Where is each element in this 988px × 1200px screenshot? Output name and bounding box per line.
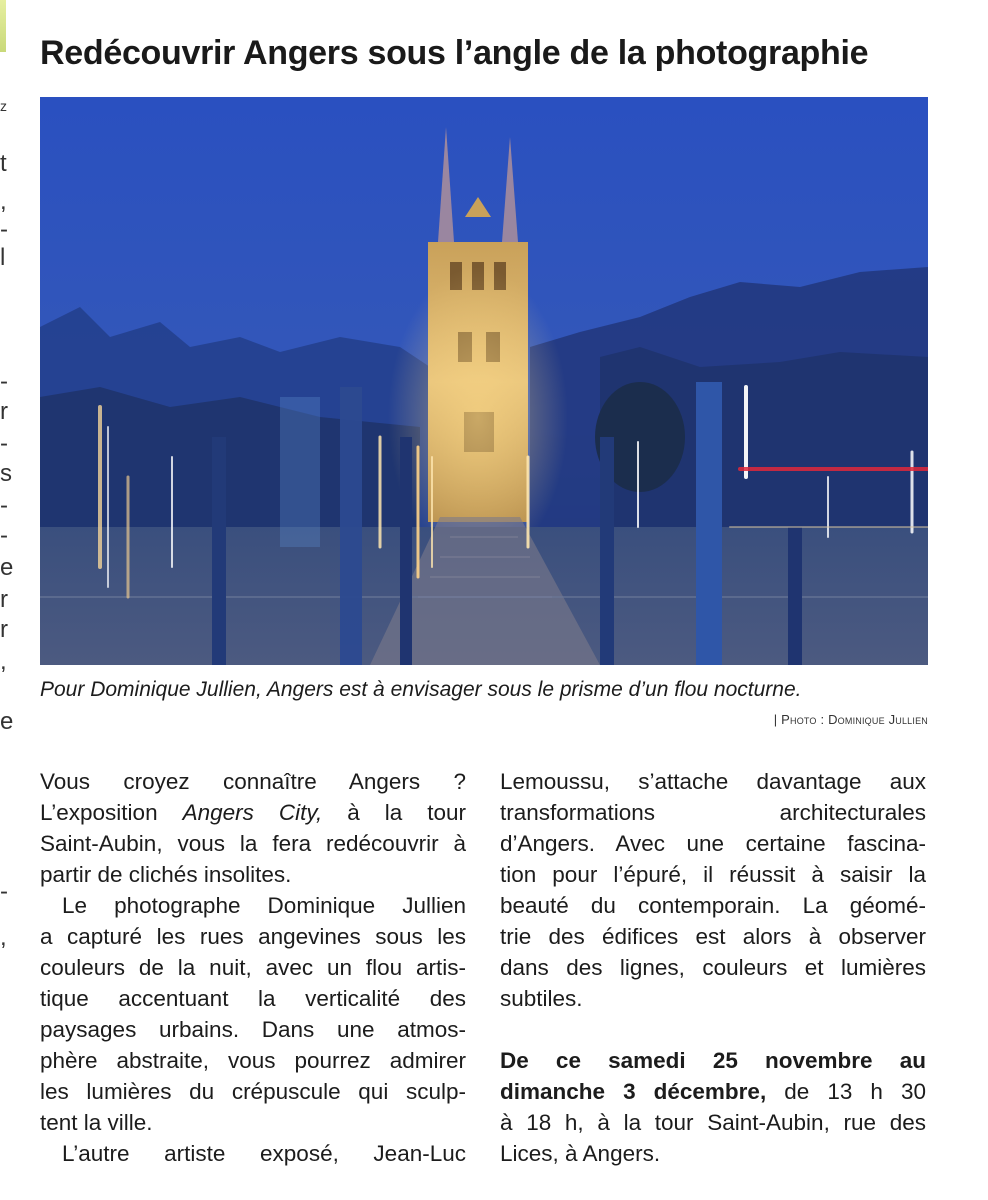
text-line: tent la ville. <box>40 1110 153 1135</box>
text-line: L’exposition Angers City, à la tour <box>40 800 467 825</box>
text-line <box>500 1045 926 1076</box>
text-line: les lumières du crépuscule qui sculp- <box>40 1079 466 1104</box>
fragment: - <box>0 878 8 905</box>
fragment: r <box>0 586 8 613</box>
event-end-date: dimanche 3 décembre, <box>500 1079 767 1104</box>
credit-separator: : <box>816 712 829 727</box>
text-line: paysages urbains. Dans une atmos- <box>40 1017 466 1042</box>
article-body-left-column <box>40 766 466 1169</box>
text-line: Le photographe Dominique Jullien <box>62 893 466 918</box>
fragment: - <box>0 492 8 519</box>
fragment: l <box>0 244 6 271</box>
credit-name: Dominique Jullien <box>828 712 928 727</box>
event-info <box>500 1045 926 1169</box>
text-line: couleurs de la nuit, avec un flou artis- <box>40 955 466 980</box>
fragment: z <box>0 98 7 114</box>
text-line: partir de clichés insolites. <box>40 862 292 887</box>
text-line: tique accentuant la verticalité des <box>40 986 466 1011</box>
fragment: e <box>0 708 14 735</box>
fragment: r <box>0 398 8 425</box>
exhibition-title: Angers City, <box>182 800 323 825</box>
fragment: , <box>0 188 7 215</box>
fragment: s <box>0 460 12 487</box>
fragment: , <box>0 648 7 675</box>
fragment: e <box>0 554 14 581</box>
adjacent-column-fragments <box>0 0 16 1200</box>
article-photo <box>40 97 928 665</box>
text-line: Lemoussu, s’attache davantage aux <box>500 769 926 794</box>
fragment: - <box>0 368 8 395</box>
text-line: Saint-Aubin, vous la fera redécouvrir à <box>40 831 466 856</box>
text-line: dans des lignes, couleurs et lumières <box>500 955 926 980</box>
photo-caption: Pour Dominique Jullien, Angers est à envisager sous le prisme d’un flou nocturne. <box>40 678 802 701</box>
night-cityscape-image <box>40 97 928 665</box>
text-line: tion pour l’épuré, il réussit à saisir la <box>500 862 926 887</box>
event-dates: De ce samedi 25 novembre au <box>500 1048 926 1073</box>
fragment: r <box>0 616 8 643</box>
text-line: Vous croyez connaître Angers ? <box>40 769 466 794</box>
photo-credit <box>774 712 928 727</box>
credit-label: Photo <box>781 712 817 727</box>
text-line: trie des édifices est alors à observer <box>500 924 926 949</box>
article-body-right-column <box>500 766 926 1169</box>
text-line: a capturé les rues angevines sous les <box>40 924 466 949</box>
text-line: d’Angers. Avec une certaine fascina- <box>500 831 926 856</box>
paragraph <box>500 766 926 1014</box>
text-line: subtiles. <box>500 986 583 1011</box>
text-line: dimanche 3 décembre, de 13 h 30 <box>500 1079 926 1104</box>
paragraph <box>40 766 466 890</box>
fragment: t <box>0 150 7 177</box>
fragment: - <box>0 430 8 457</box>
text-line: transformations architecturales <box>500 800 926 825</box>
paragraph <box>40 1138 466 1169</box>
text-line: beauté du contemporain. La géomé- <box>500 893 926 918</box>
text-line: L’autre artiste exposé, Jean-Luc <box>62 1141 466 1166</box>
text-line: phère abstraite, vous pourrez admirer <box>40 1048 466 1073</box>
credit-prefix: | <box>773 712 782 727</box>
fragment: - <box>0 522 8 549</box>
text-line: à 18 h, à la tour Saint-Aubin, rue des <box>500 1110 926 1135</box>
article-headline: Redécouvrir Angers sous l’angle de la photographie <box>40 34 869 72</box>
fragment: , <box>0 924 7 951</box>
text-line: Lices, à Angers. <box>500 1141 661 1166</box>
paragraph <box>40 890 466 1138</box>
fragment: - <box>0 216 8 243</box>
